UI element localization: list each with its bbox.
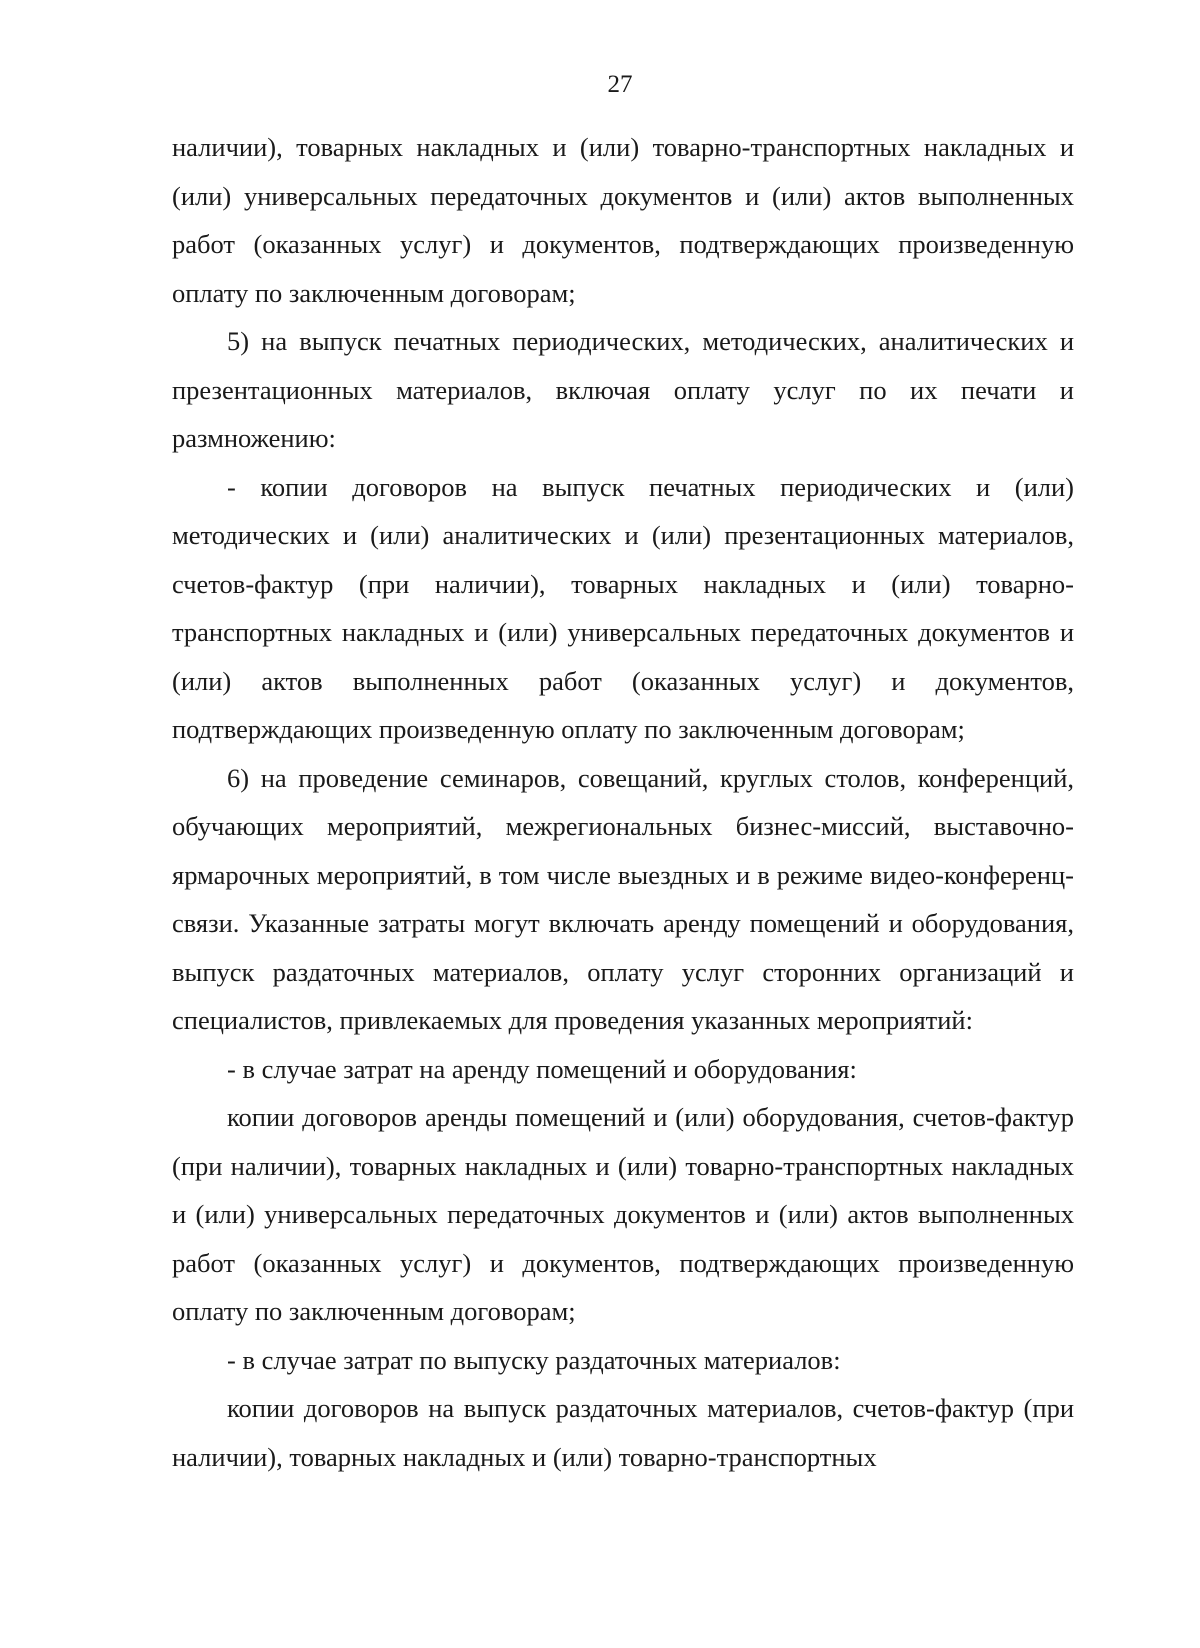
paragraph-handout-documents: копии договоров на выпуск раздаточных материалов, счетов-фактур (при наличии), товарных накладных и (или) товарно-транспортных (172, 1393, 1074, 1472)
page-number: 27 (607, 71, 633, 98)
paragraph-rent-case: - в случае затрат на аренду помещений и оборудования: (227, 1053, 857, 1084)
paragraph-item-5-documents: - копии договоров на выпуск печатных периодических и (или) методических и (или) аналитических и (или) презентационных материалов, счетов-фактур (при наличии), товарных накладных и (или) товарно-транспортных накладных и (или) универсальных передаточных документов и (или) актов выполненных работ (оказанных услуг) и документов, подтверждающих произведенную оплату по заключенным договорам; (172, 471, 1074, 744)
paragraph-item-5: 5) на выпуск печатных периодических, методических, аналитических и презентационных материалов, включая оплату услуг по их печати и размножению: (172, 326, 1074, 453)
paragraph-continuation: наличии), товарных накладных и (или) товарно-транспортных накладных и (или) универсальных передаточных документов и (или) актов выполненных работ (оказанных услуг) и документов, подтверждающих произведенную оплату по заключенным договорам; (172, 132, 1074, 308)
paragraph-item-6: 6) на проведение семинаров, совещаний, круглых столов, конференций, обучающих мероприятий, межрегиональных бизнес-миссий, выставочно-ярмарочных мероприятий, в том числе выездных и в режиме видео-конференц-связи. Указанные затраты могут включать аренду помещений и оборудования, выпуск раздаточных материалов, оплату услуг сторонних организаций и специалистов, привлекаемых для проведения указанных мероприятий: (172, 762, 1074, 1035)
document-body (172, 123, 1074, 1481)
paragraph-handout-case: - в случае затрат по выпуску раздаточных материалов: (227, 1344, 841, 1375)
paragraph-rent-documents: копии договоров аренды помещений и (или) оборудования, счетов-фактур (при наличии), товарных накладных и (или) товарно-транспортных накладных и (или) универсальных передаточных документов и (или) актов выполненных работ (оказанных услуг) и документов, подтверждающих произведенную оплату по заключенным договорам; (172, 1102, 1074, 1326)
